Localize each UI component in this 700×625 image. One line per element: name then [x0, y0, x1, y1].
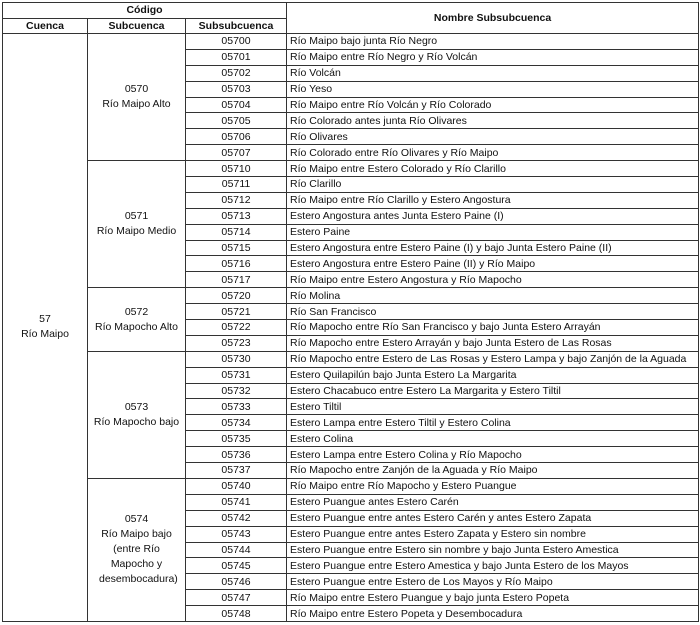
subsubcuenca-name: Río Mapocho entre Zanjón de la Aguada y Río Maipo: [287, 463, 699, 479]
subsubcuenca-code: 05712: [186, 192, 287, 208]
subsubcuenca-code: 05704: [186, 97, 287, 113]
subsubcuenca-code: 05721: [186, 304, 287, 320]
subcuenca-code: 0573: [124, 400, 149, 413]
subcuenca-cell: [88, 351, 186, 478]
codigo-header: Código: [3, 3, 287, 19]
subcuenca-cell: [88, 161, 186, 288]
subsubcuenca-code: 05705: [186, 113, 287, 129]
subsubcuenca-code: 05740: [186, 478, 287, 494]
subsubcuenca-code: 05720: [186, 288, 287, 304]
cuenca-cell: [3, 34, 88, 622]
subsubcuenca-name: Estero Angostura entre Estero Paine (II) y Río Maipo: [287, 256, 699, 272]
subsubcuenca-name: Río Maipo entre Río Clarillo y Estero Angostura: [287, 192, 699, 208]
subsubcuenca-code: 05743: [186, 526, 287, 542]
subsubcuenca-name: Río Colorado antes junta Río Olivares: [287, 113, 699, 129]
subsubcuenca-code: 05748: [186, 606, 287, 622]
subsubcuenca-name: Río Maipo entre Estero Angostura y Río Mapocho: [287, 272, 699, 288]
subsubcuenca-code: 05717: [186, 272, 287, 288]
table-row: [3, 288, 699, 304]
subsubcuenca-code: 05742: [186, 510, 287, 526]
subcuenca-cell: [88, 288, 186, 352]
subsubcuenca-code: 05723: [186, 335, 287, 351]
subsubcuenca-code: 05746: [186, 574, 287, 590]
subsubcuenca-code: 05734: [186, 415, 287, 431]
subsubcuenca-code: 05713: [186, 208, 287, 224]
subsubcuenca-code: 05700: [186, 34, 287, 50]
subsubcuenca-code: 05736: [186, 447, 287, 463]
subsubcuenca-code: 05710: [186, 161, 287, 177]
subsubcuenca-code: 05731: [186, 367, 287, 383]
subsubcuenca-name: Estero Tiltil: [287, 399, 699, 415]
subsubcuenca-name: Estero Colina: [287, 431, 699, 447]
subsubcuenca-name: Estero Puangue antes Estero Carén: [287, 494, 699, 510]
subsubcuenca-name: Río Volcán: [287, 65, 699, 81]
subsubcuenca-name: Río Mapocho entre Estero Arrayán y bajo Junta Estero de Las Rosas: [287, 335, 699, 351]
subsubcuenca-code: 05741: [186, 494, 287, 510]
subcuenca-header: Subcuenca: [88, 18, 186, 34]
subcuenca-name: Río Mapocho bajo: [93, 415, 180, 428]
subsubcuenca-name: Estero Puangue entre Estero Amestica y bajo Junta Estero de los Mayos: [287, 558, 699, 574]
subsubcuenca-code: 05747: [186, 590, 287, 606]
subsubcuenca-name: Estero Paine: [287, 224, 699, 240]
subsubcuenca-name: Río San Francisco: [287, 304, 699, 320]
subsubcuenca-name: Río Maipo entre Río Mapocho y Estero Puangue: [287, 478, 699, 494]
table-row: [3, 161, 699, 177]
subsubcuenca-code: 05730: [186, 351, 287, 367]
subcuenca-code: 0570: [124, 83, 149, 96]
subsubcuenca-code: 05745: [186, 558, 287, 574]
subsubcuenca-code: 05707: [186, 145, 287, 161]
subsubcuenca-header: Subsubcuenca: [186, 18, 287, 34]
subsubcuenca-code: 05703: [186, 81, 287, 97]
subsubcuenca-name: Río Maipo entre Río Volcán y Río Colorado: [287, 97, 699, 113]
cuenca-name: Río Maipo: [21, 328, 69, 341]
subsubcuenca-name: Estero Lampa entre Estero Tiltil y Estero Colina: [287, 415, 699, 431]
subsubcuenca-name: Río Maipo bajo junta Río Negro: [287, 34, 699, 50]
subsubcuenca-name: Río Clarillo: [287, 177, 699, 193]
table-row: [3, 351, 699, 367]
subsubcuenca-name: Río Olivares: [287, 129, 699, 145]
nombre-header: Nombre Subsubcuenca: [287, 3, 699, 34]
cuenca-code: 57: [39, 313, 51, 326]
subsubcuenca-name: Río Molina: [287, 288, 699, 304]
subsubcuenca-name: Estero Lampa entre Estero Colina y Río Mapocho: [287, 447, 699, 463]
subsubcuenca-code: 05737: [186, 463, 287, 479]
subsubcuenca-name: Estero Angostura antes Junta Estero Paine (I): [287, 208, 699, 224]
subsubcuenca-code: 05702: [186, 65, 287, 81]
subcuenca-code: 0572: [124, 305, 149, 318]
subsubcuenca-name: Estero Quilapilún bajo Junta Estero La Margarita: [287, 367, 699, 383]
subsubcuenca-code: 05722: [186, 320, 287, 336]
subcuenca-code: 0571: [124, 210, 149, 223]
subsubcuenca-name: Estero Puangue entre antes Estero Zapata y Estero sin nombre: [287, 526, 699, 542]
subsubcuenca-code: 05711: [186, 177, 287, 193]
subsubcuencas-table: [2, 2, 699, 622]
table-row: [3, 34, 699, 50]
subsubcuenca-code: 05716: [186, 256, 287, 272]
subcuenca-name: Río Maipo Alto: [102, 98, 171, 111]
subsubcuenca-name: Estero Chacabuco entre Estero La Margarita y Estero Tiltil: [287, 383, 699, 399]
subsubcuenca-name: Estero Angostura entre Estero Paine (I) y bajo Junta Estero Paine (II): [287, 240, 699, 256]
subsubcuenca-code: 05744: [186, 542, 287, 558]
subcuenca-name: Río Mapocho Alto: [95, 320, 178, 333]
subsubcuenca-name: Río Mapocho entre Río San Francisco y bajo Junta Estero Arrayán: [287, 320, 699, 336]
subsubcuenca-code: 05706: [186, 129, 287, 145]
subsubcuenca-name: Río Colorado entre Río Olivares y Río Maipo: [287, 145, 699, 161]
subcuenca-cell: [88, 478, 186, 621]
subsubcuenca-name: Río Mapocho entre Estero de Las Rosas y Estero Lampa y bajo Zanjón de la Aguada: [287, 351, 699, 367]
cuenca-header: Cuenca: [3, 18, 88, 34]
subsubcuenca-name: Río Maipo entre Estero Popeta y Desembocadura: [287, 606, 699, 622]
subsubcuenca-code: 05715: [186, 240, 287, 256]
subsubcuenca-code: 05733: [186, 399, 287, 415]
subcuenca-code: 0574: [124, 513, 149, 526]
subsubcuenca-name: Río Yeso: [287, 81, 699, 97]
table-row: [3, 478, 699, 494]
subsubcuenca-code: 05735: [186, 431, 287, 447]
subsubcuenca-name: Río Maipo entre Estero Puangue y bajo junta Estero Popeta: [287, 590, 699, 606]
subcuenca-name: Río Maipo bajo (entre Río Mapocho y desembocadura): [99, 528, 178, 586]
subsubcuenca-code: 05732: [186, 383, 287, 399]
subsubcuenca-code: 05701: [186, 49, 287, 65]
subsubcuenca-name: Río Maipo entre Estero Colorado y Río Clarillo: [287, 161, 699, 177]
subcuenca-name: Río Maipo Medio: [96, 225, 177, 238]
subsubcuenca-name: Estero Puangue entre Estero sin nombre y bajo Junta Estero Amestica: [287, 542, 699, 558]
subsubcuenca-code: 05714: [186, 224, 287, 240]
subsubcuenca-name: Río Maipo entre Río Negro y Río Volcán: [287, 49, 699, 65]
subsubcuenca-name: Estero Puangue entre Estero de Los Mayos y Río Maipo: [287, 574, 699, 590]
subcuenca-cell: [88, 34, 186, 161]
subsubcuenca-name: Estero Puangue entre antes Estero Carén y antes Estero Zapata: [287, 510, 699, 526]
table-body: [3, 34, 699, 622]
